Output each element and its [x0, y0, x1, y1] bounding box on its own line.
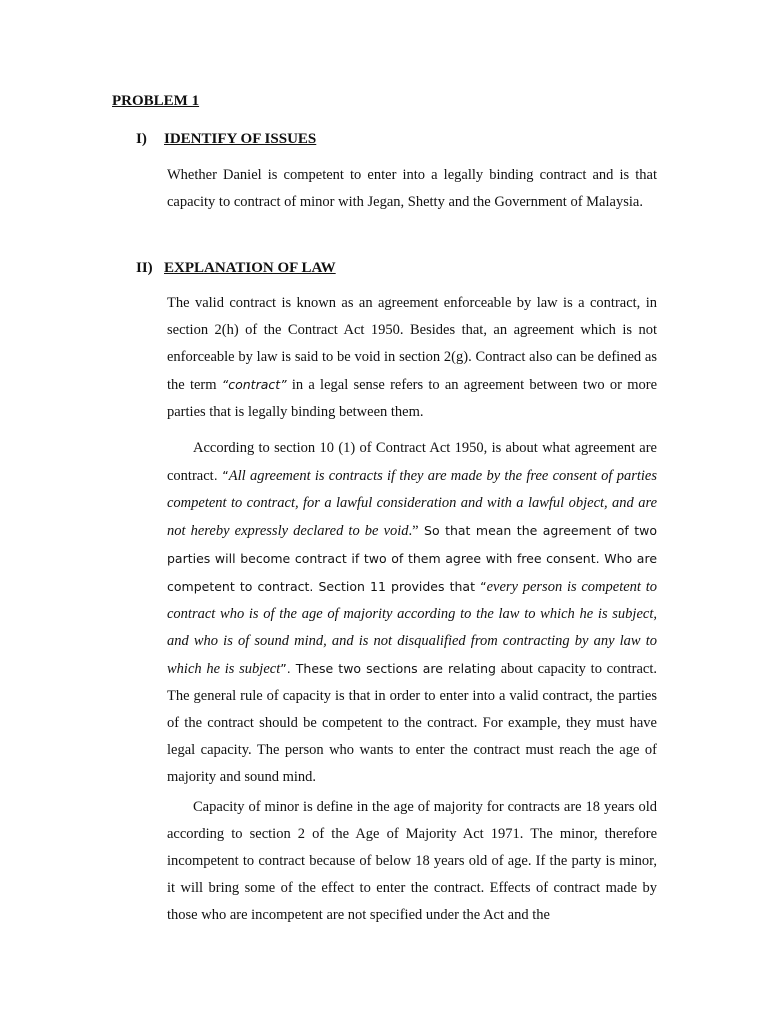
text-run: So that mean the agreement of two parties will become contract if two of them agree with free consent. — [167, 523, 657, 566]
issue-paragraph: Whether Daniel is competent to enter into a legally binding contract and is that capacity to contract of minor with Jegan, Shetty and the Government of Malaysia. — [167, 167, 657, 210]
section-heading-issues — [136, 131, 316, 148]
text-run: The valid contract is known as an agreement enforceable by law is a contract, in section 2(h) of the Contract Act 1950. Besides that, an agreement which is not enforceable by law is said to be void in section 2(g). Contract also can be defined as the term — [167, 295, 657, 393]
law-paragraph-2 — [167, 435, 657, 791]
contract-term: “contract” — [221, 377, 287, 392]
law-paragraph-3: Capacity of minor is define in the age of majority for contracts are 18 years old according to section 2 of the Age of Majority Act 1971. The minor, therefore incompetent to contract because of below 18 years old of age. If the party is minor, it will bring some of the effect to enter the contract. Effects of contract made by those who are incompetent are not specified under the Act and the — [167, 799, 657, 923]
section-number: I) — [136, 131, 147, 147]
text-run: According to section 10 (1) of Contract Act 1950, is about what agreement are contract — [167, 440, 657, 484]
section-title: EXPLANATION OF LAW — [164, 260, 336, 276]
law-paragraph-1 — [167, 290, 657, 426]
section-number: II) — [136, 260, 153, 276]
text-run: .” — [408, 523, 419, 539]
section-heading-law — [136, 260, 336, 277]
text-run: in a legal sense refers to an agreement between two or more parties that is legally binding between them. — [167, 377, 657, 420]
text-run: about capacity to contract. The general rule of capacity is that in order to enter into a valid contract, the parties of the contract should be competent to the contract. For example, they must have legal capacity. The person who wants to enter the contract must reach the age of majority and sound mind. — [167, 661, 657, 785]
quote-section-11: every person is competent to contract who is of the age of majority according to the law to which he is subject, and who is of sound mind, and is not disqualified from contracting by any law to which he is subject — [167, 579, 657, 677]
text-run: . “ — [213, 468, 229, 483]
page-title: PROBLEM 1 — [112, 93, 200, 109]
section-title: IDENTIFY OF ISSUES — [164, 131, 317, 147]
quote-section-10: All agreement is contracts if they are made by the free consent of parties competent to contract, for a lawful consideration and with a lawful object, and are not hereby expressly declared to be void — [167, 468, 657, 539]
text-run: ”. These two sections are relating — [280, 661, 496, 676]
text-run: Who are competent to contract. Section 11 provides that “ — [167, 551, 658, 594]
